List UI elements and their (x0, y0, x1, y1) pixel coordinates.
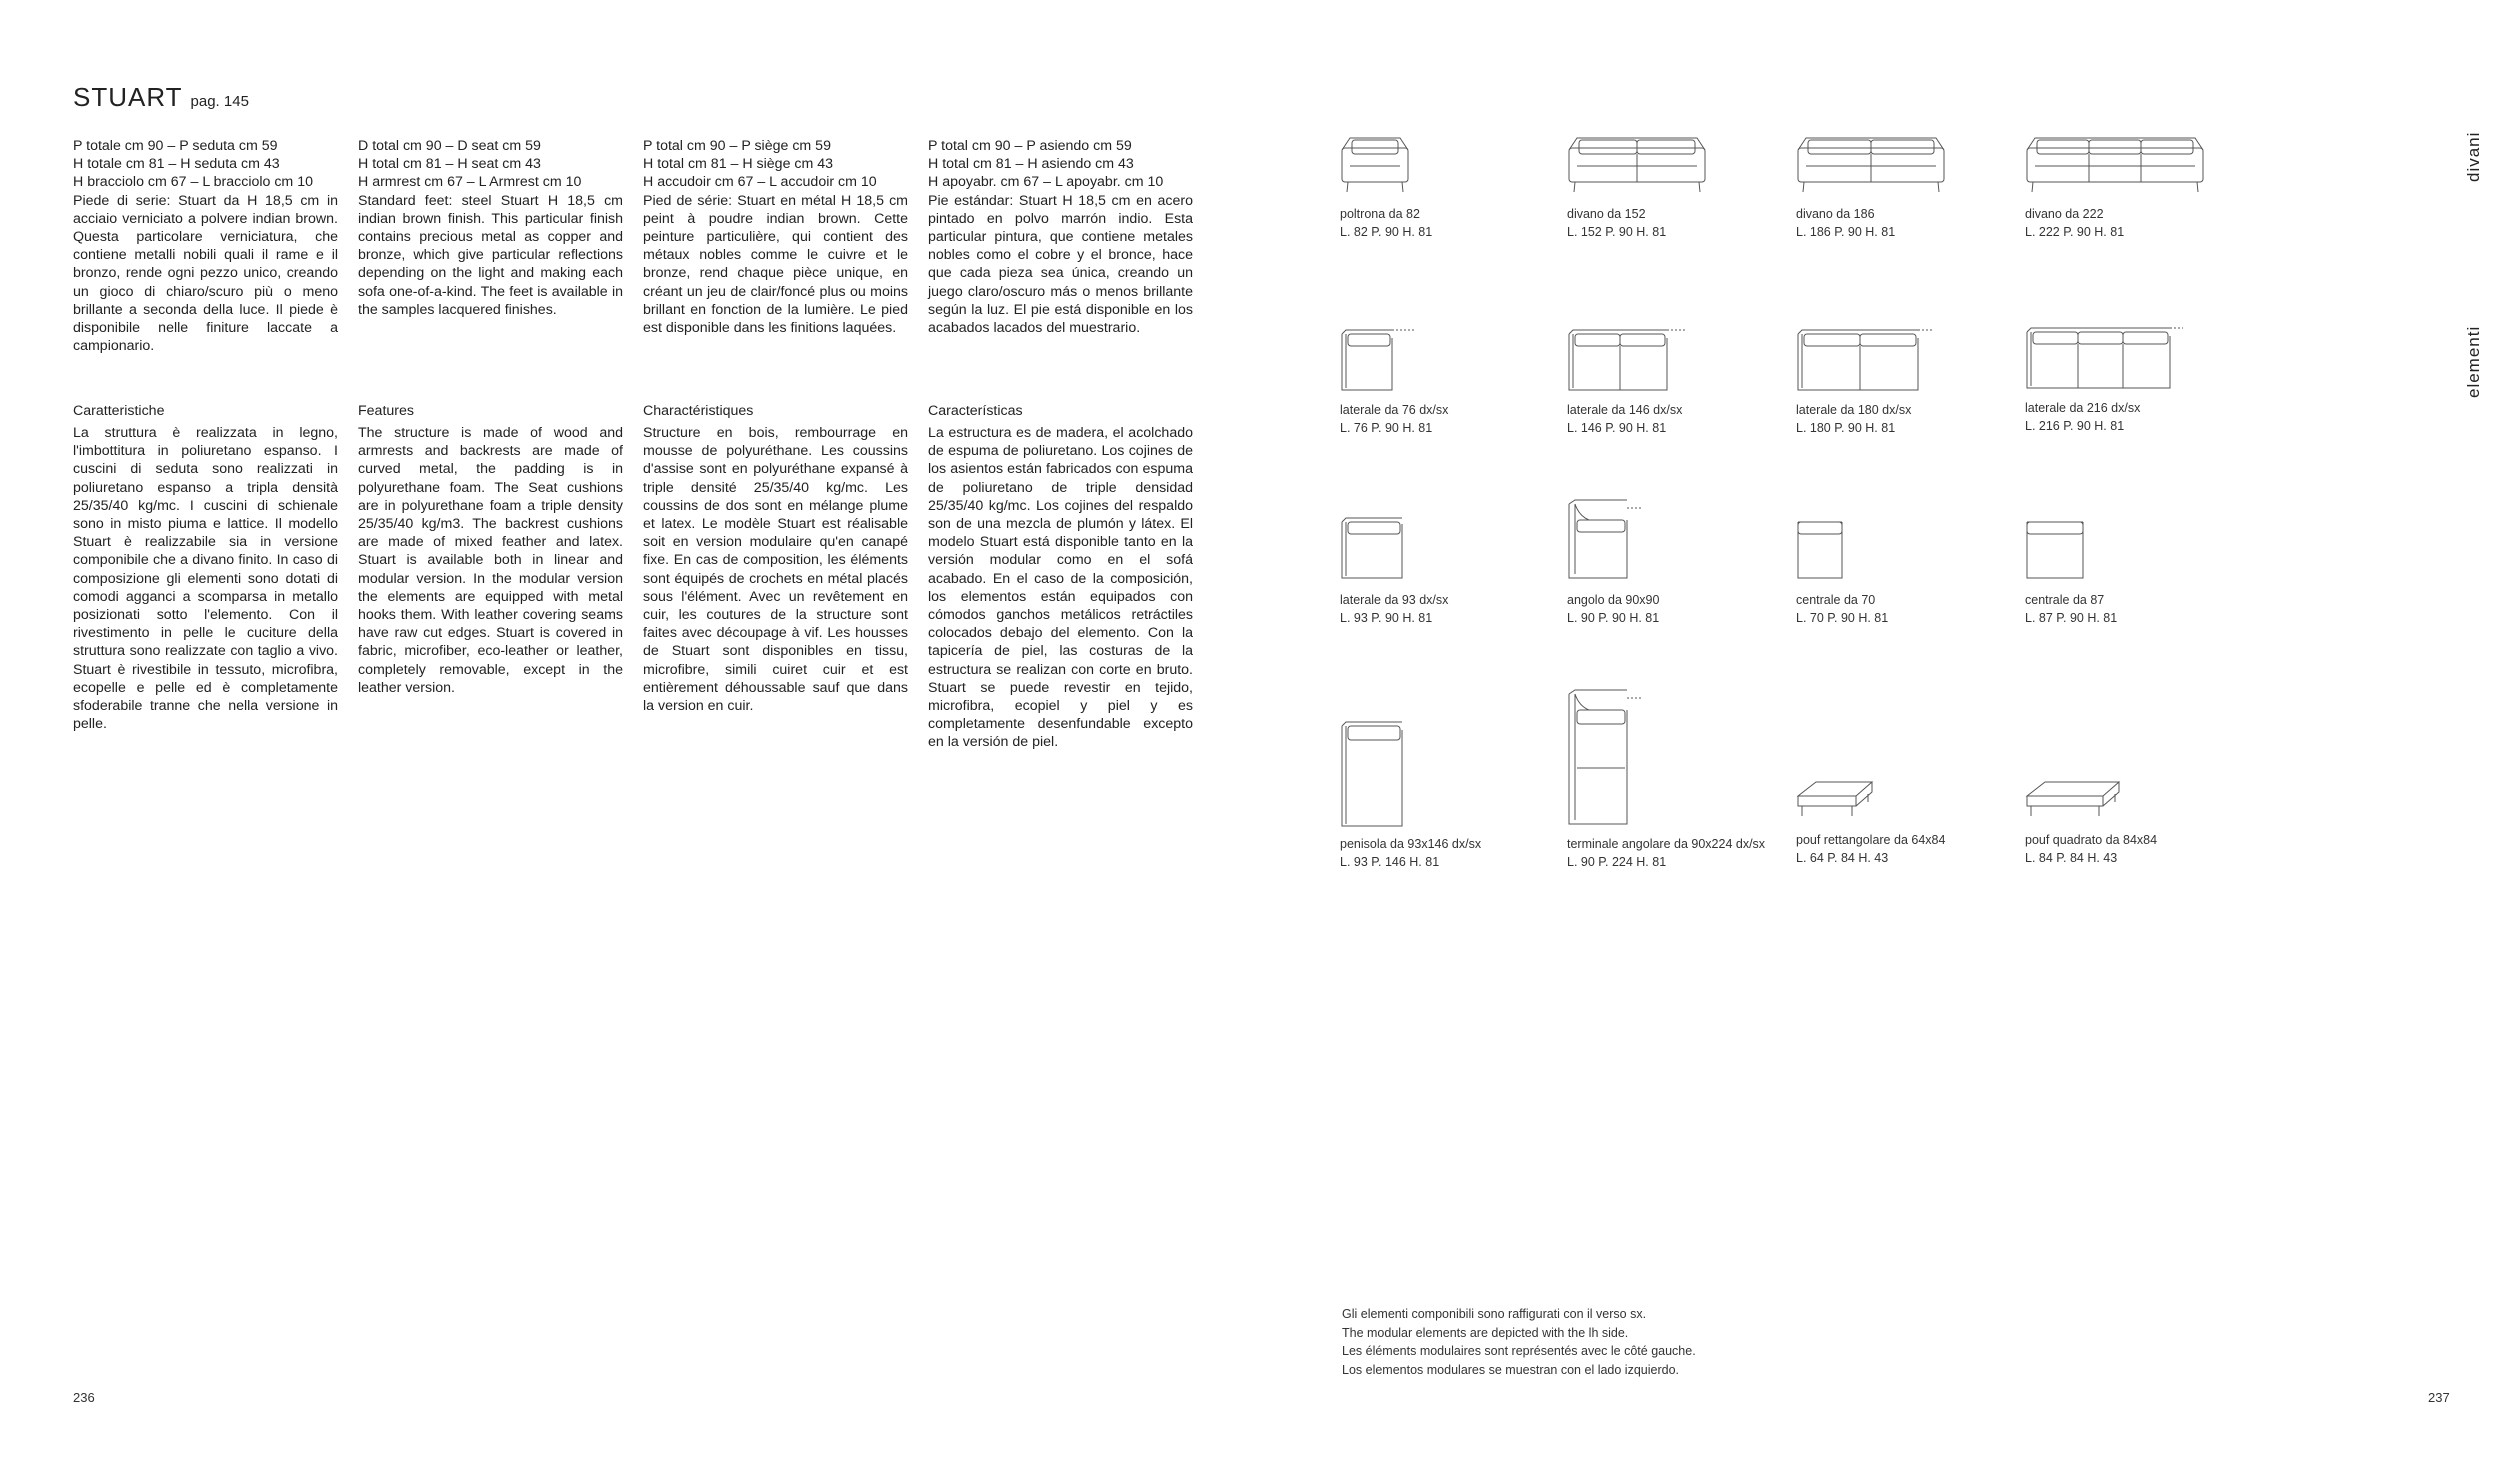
side-module-drawing (1567, 328, 1687, 394)
center-module-drawing (2025, 516, 2095, 582)
pouf-drawing (1796, 780, 1876, 820)
element-dimensions: L. 93 P. 90 H. 81 (1340, 611, 1433, 625)
spec-text: P totale cm 90 – P seduta cm 59 H totale cm 81 – H seduta cm 43 H bracciolo cm 67 – L bracciolo cm 10 (73, 138, 313, 191)
page-number-left: 236 (73, 1390, 95, 1405)
corner-end-module-drawing (1567, 688, 1647, 828)
element-dimensions: L. 152 P. 90 H. 81 (1567, 225, 1667, 239)
footnote-line: The modular elements are depicted with the lh side. (1342, 1325, 1629, 1340)
sofa-drawing (1567, 136, 1707, 194)
center-module-drawing (1796, 516, 1856, 582)
element-dimensions: L. 90 P. 224 H. 81 (1567, 855, 1667, 869)
armchair-drawing (1340, 136, 1410, 194)
title-text: STUART (73, 82, 183, 112)
side-module-drawing (2025, 326, 2185, 392)
element-dimensions: L. 82 P. 90 H. 81 (1340, 225, 1433, 239)
body-text: Standard feet: steel Stuart H 18,5 cm indian brown finish. This particular finish contains precious metal as copper and bronze, which give particular reflections depending on the light and making each sofa one-of-a-kind. The feet is available in the samples lacquered finishes. (358, 192, 623, 318)
element-name: angolo da 90x90 (1567, 593, 1660, 607)
element-name: centrale da 70 (1796, 593, 1876, 607)
element-name: divano da 222 (2025, 207, 2104, 221)
element-name: centrale da 87 (2025, 593, 2105, 607)
side-module-drawing (1796, 328, 1936, 394)
body-text: Pied de série: Stuart en métal H 18,5 cm peint à poudre indian brown. Cette peinture particulière, qui contient des métaux nobles comme le cuivre et le bronze, rend chaque pièce unique, en créant un jeu de clair/foncé plus ou moins brillant en fonction de la lumière. Le pied est disponible dans les finitions laquées. (643, 192, 908, 337)
body-text: Pie estándar: Stuart H 18,5 cm en acero pintado en polvo marrón indio. Esta particular pintura, que contiene metales nobles como el cobre y el bronce, hace que cada pieza sea única, creando un juego claro/oscuro más o menos brillante según la luz. El pie está disponible en los acabados lacados del muestrario. (928, 192, 1193, 337)
footnote-line: Gli elementi componibili sono raffigurati con il verso sx. (1342, 1307, 1647, 1321)
element-dimensions: L. 84 P. 84 H. 43 (2025, 851, 2118, 865)
footnote-line: Los elementos modulares se muestran con el lado izquierdo. (1342, 1362, 1679, 1377)
spec-text: D total cm 90 – D seat cm 59 H total cm 81 – H seat cm 43 H armrest cm 67 – L Armrest cm 10 (358, 138, 582, 191)
features-text: La struttura è realizzata in legno, l'imbottitura in poliuretano espanso. I cuscini di seduta sono realizzati in poliuretano espanso a tripla densità 25/35/40 kg/mc. I cuscini di schienale sono in misto piuma e lattice. Il modello Stuart è realizzabile sia in versione componibile che a divano finito. In caso di composizione gli elementi sono dotati di comodi agganci a scomparsa in metallo posizionati sotto l'elemento. Con il rivestimento in pelle le cuciture della struttura sono realizzate con taglio a vivo. Stuart è rivestibile in tessuto, microfibra, ecopelle e pelle ed è completamente sfoderabile tranne che nella versione in pelle. (73, 425, 338, 733)
text-column-italian (73, 137, 338, 733)
section-heading: Caratteristiche (73, 403, 165, 419)
element-dimensions: L. 186 P. 90 H. 81 (1796, 225, 1896, 239)
pouf-drawing (2025, 780, 2125, 820)
side-label-elementi: elementi (2464, 325, 2483, 398)
element-name: laterale da 180 dx/sx (1796, 403, 1912, 417)
element-dimensions: L. 216 P. 90 H. 81 (2025, 419, 2125, 433)
element-name: poltrona da 82 (1340, 207, 1420, 221)
side-module-drawing (1340, 516, 1410, 582)
element-name: laterale da 216 dx/sx (2025, 401, 2141, 415)
element-name: divano da 152 (1567, 207, 1646, 221)
text-column-english (358, 137, 623, 696)
element-name: divano da 186 (1796, 207, 1875, 221)
title-page-ref: pag. 145 (190, 93, 249, 110)
element-name: laterale da 76 dx/sx (1340, 403, 1449, 417)
features-text: La estructura es de madera, el acolchado de espuma de poliuretano. Los cojines de los asientos están fabricados con espuma de poliuretano de triple densidad 25/35/40 kg/mc. Los cojines del respaldo son de una mezcla de plumón y látex. El modelo Stuart está disponible tanto en la versión modular como en el sofá acabado. En el caso de la composición, los elementos están equipados con cómodos ganchos metálicos retráctiles colocados debajo del elemento. Con la tapicería de piel, las costuras de la estructura se realizan con corte en bruto. Stuart se puede revestir en tejido, microfibra, ecopiel y piel y es completamente desenfundable excepto en la versión de piel. (928, 425, 1193, 751)
side-module-drawing (1340, 328, 1420, 394)
sofa-drawing (2025, 136, 2205, 194)
section-heading: Features (358, 403, 414, 419)
text-column-french (643, 137, 908, 715)
page-title (73, 82, 249, 113)
features-text: The structure is made of wood and armrests and backrests are made of curved metal, the padding is in polyurethane foam. The Seat cushions are in polyurethane foam a triple density 25/35/40 kg/m3. The backrest cushions are made of mixed feather and latex. Stuart is available both in linear and modular version. In the modular version the elements are equipped with metal hooks them. With leather covering seams have raw cut edges. Stuart is covered in fabric, microfiber, eco-leather or leather, completely removable, except in the leather version. (358, 425, 623, 696)
features-text: Structure en bois, rembourrage en mousse de polyuréthane. Les coussins d'assise sont en polyuréthane expansé à triple densité 25/35/40 kg/mc. Les coussins de dos sont en mélange plume et latex. Le modèle Stuart est réalisable soit en version modulaire qu'en canapé fixe. En cas de composition, les éléments sont équipés de crochets en métal placés sous l'élément. Avec un revêtement en cuir, les coutures de la structure sont faites avec découpage à vif. Les housses de Stuart sont disponibles en tissu, microfibre, simili cuiret cuir et est entièrement déhoussable sauf que dans la version en cuir. (643, 425, 908, 715)
side-label-divani: divani (2464, 131, 2483, 182)
section-heading: Características (928, 403, 1023, 419)
corner-module-drawing (1567, 498, 1647, 582)
element-dimensions: L. 87 P. 90 H. 81 (2025, 611, 2118, 625)
chaise-module-drawing (1340, 720, 1410, 830)
section-heading: Charactéristiques (643, 403, 754, 419)
text-column-spanish (928, 137, 1193, 751)
element-name: penisola da 93x146 dx/sx (1340, 837, 1482, 851)
element-name: laterale da 146 dx/sx (1567, 403, 1683, 417)
element-name: terminale angolare da 90x224 dx/sx (1567, 837, 1766, 851)
element-dimensions: L. 180 P. 90 H. 81 (1796, 421, 1896, 435)
element-dimensions: L. 90 P. 90 H. 81 (1567, 611, 1660, 625)
element-name: pouf rettangolare da 64x84 (1796, 833, 1946, 847)
element-name: pouf quadrato da 84x84 (2025, 833, 2158, 847)
element-dimensions: L. 222 P. 90 H. 81 (2025, 225, 2125, 239)
footnote (1342, 1305, 1696, 1379)
element-dimensions: L. 64 P. 84 H. 43 (1796, 851, 1889, 865)
footnote-line: Les éléments modulaires sont représentés avec le côté gauche. (1342, 1344, 1696, 1358)
page-number-right: 237 (2428, 1390, 2450, 1405)
spec-text: P total cm 90 – P asiendo cm 59 H total cm 81 – H asiendo cm 43 H apoyabr. cm 67 – L apoyabr. cm 10 (928, 138, 1164, 191)
element-dimensions: L. 70 P. 90 H. 81 (1796, 611, 1889, 625)
spec-text: P total cm 90 – P siège cm 59 H total cm 81 – H siège cm 43 H accudoir cm 67 – L accudoir cm 10 (643, 138, 877, 191)
element-dimensions: L. 76 P. 90 H. 81 (1340, 421, 1433, 435)
element-dimensions: L. 146 P. 90 H. 81 (1567, 421, 1667, 435)
sofa-drawing (1796, 136, 1946, 194)
element-name: laterale da 93 dx/sx (1340, 593, 1449, 607)
element-dimensions: L. 93 P. 146 H. 81 (1340, 855, 1440, 869)
body-text: Piede di serie: Stuart da H 18,5 cm in acciaio verniciato a polvere indian brown. Questa particolare verniciatura, che contiene metalli nobili quali il rame e il bronzo, rende ogni pezzo unico, creando un gioco di chiaro/scuro più o meno brillante a seconda della luce. Il piede è disponibile nelle finiture laccate a campionario. (73, 192, 338, 355)
